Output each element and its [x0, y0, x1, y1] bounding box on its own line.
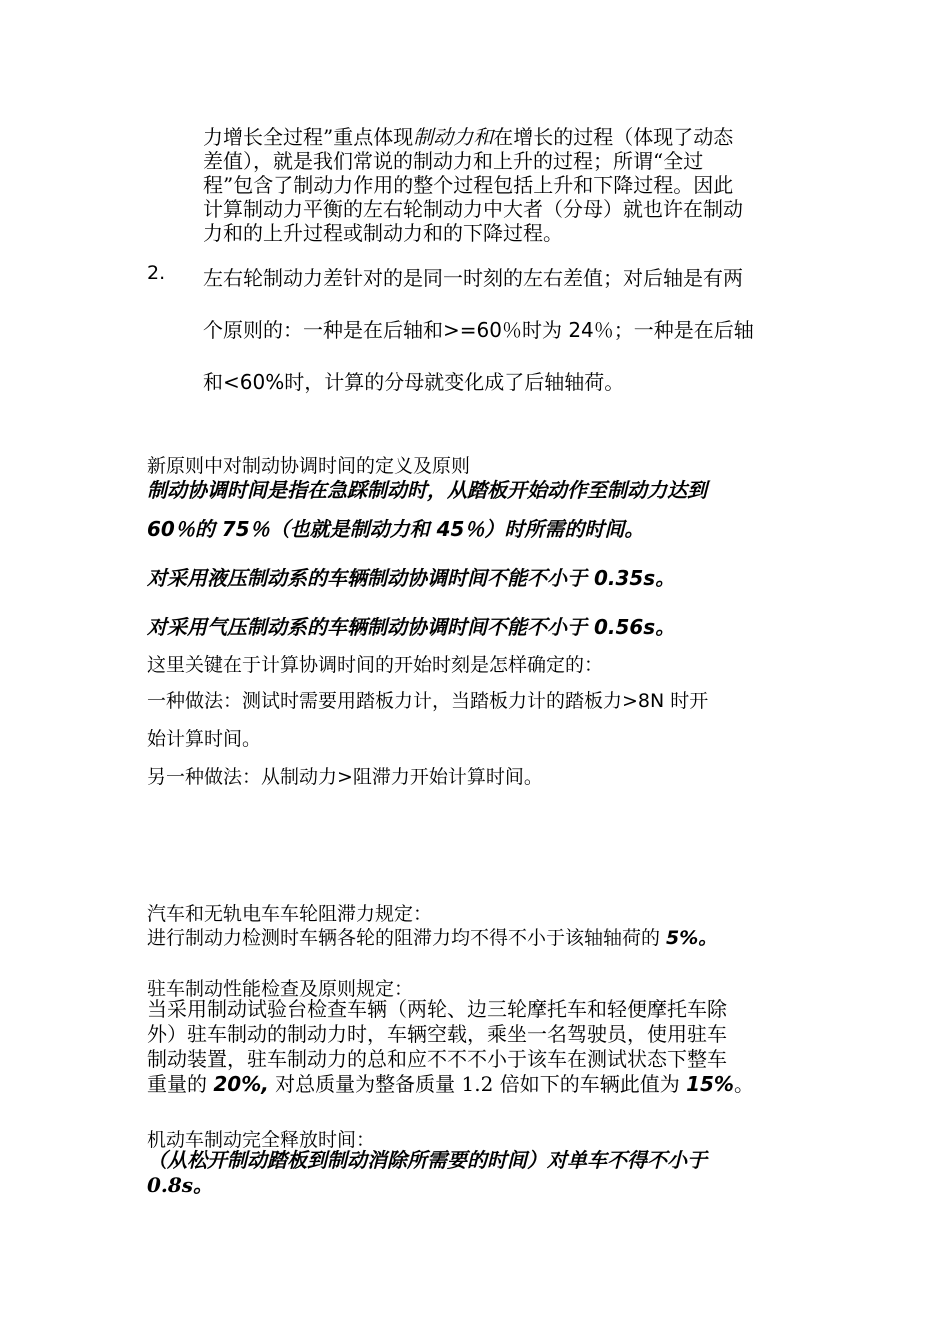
- continuation-paragraph: [203, 125, 743, 245]
- section-heading-release: 机动车制动完全释放时间：: [147, 1129, 376, 1151]
- coordination-definition: [147, 474, 707, 552]
- paragraph-line: 重量的 20%, 对总质量为整备质量 1.2 倍如下的车辆此值为 15%。: [147, 1072, 754, 1096]
- section-heading-coordination: 新原则中对制动协调时间的定义及原则: [147, 455, 471, 477]
- pneumatic-rule: 对采用气压制动系的车辆制动协调时间不能不小于 0.56s。: [147, 615, 676, 639]
- paragraph-line: 计算制动力平衡的左右轮制动力中大者（分母）就也许在制动: [203, 197, 743, 221]
- hydraulic-rule: 对采用液压制动系的车辆制动协调时间不能不小于 0.35s。: [147, 566, 676, 590]
- release-rule: [147, 1148, 707, 1198]
- parking-value-20: 20%,: [213, 1072, 269, 1096]
- drag-value: 5%。: [666, 927, 718, 949]
- parking-rule: [147, 997, 754, 1097]
- method-1-line: 始计算时间。: [147, 728, 262, 750]
- section-heading-parking: 驻车制动性能检查及原则规定：: [147, 978, 414, 1000]
- paragraph-line: 当采用制动试验台检查车辆（两轮、边三轮摩托车和轻便摩托车除: [147, 997, 727, 1021]
- list-number: 2.: [147, 262, 166, 284]
- method-1-line: 一种做法：测试时需要用踏板力计，当踏板力计的踏板力>8N 时开: [147, 690, 709, 712]
- list-item-line: 左右轮制动力差针对的是同一时刻的左右差值；对后轴是有两: [203, 266, 743, 290]
- emphasis-text: 制动力和: [413, 125, 494, 149]
- paragraph-line: 制动装置，驻车制动力的总和应不不不小于该车在测试状态下整车: [147, 1047, 727, 1071]
- paragraph-line: 程”包含了制动力作用的整个过程包括上升和下降过程。因此: [203, 173, 734, 197]
- paragraph-line: 外）驻车制动的制动力时，车辆空载，乘坐一名驾驶员，使用驻车: [147, 1022, 727, 1046]
- definition-line: 制动协调时间是指在急踩制动时，从踏板开始动作至制动力达到: [147, 478, 707, 502]
- section-heading-drag: 汽车和无轨电车车轮阻滞力规定：: [147, 903, 433, 925]
- parking-value-15: 15%: [686, 1072, 734, 1096]
- definition-line: 60％的 75％（也就是制动力和 45％）时所需的时间。: [147, 517, 645, 541]
- paragraph-line: （从松开制动踏板到制动消除所需要的时间）对单车不得不小于: [147, 1148, 707, 1172]
- paragraph-line: 力和的上升过程或制动力和的下降过程。: [203, 221, 563, 245]
- paragraph-line: 差值），就是我们常说的制动力和上升的过程；所谓“全过: [203, 149, 704, 173]
- paragraph-line: 力增长全过程”重点体现制动力和在增长的过程（体现了动态: [203, 125, 734, 149]
- paragraph-line: 0.8s。: [147, 1173, 214, 1197]
- list-item-line: 和<60%时，计算的分母就变化成了后轴轴荷。: [203, 370, 625, 394]
- method-2-text: 另一种做法：从制动力>阻滞力开始计算时间。: [147, 766, 543, 788]
- drag-rule: 进行制动力检测时车辆各轮的阻滞力均不得不小于该轴轴荷的 5%。: [147, 927, 718, 949]
- list-item-2: [203, 262, 754, 418]
- key-point-text: 这里关键在于计算协调时间的开始时刻是怎样确定的：: [147, 654, 604, 676]
- list-item-line: 个原则的：一种是在后轴和>=60％时为 24％；一种是在后轴: [203, 318, 754, 342]
